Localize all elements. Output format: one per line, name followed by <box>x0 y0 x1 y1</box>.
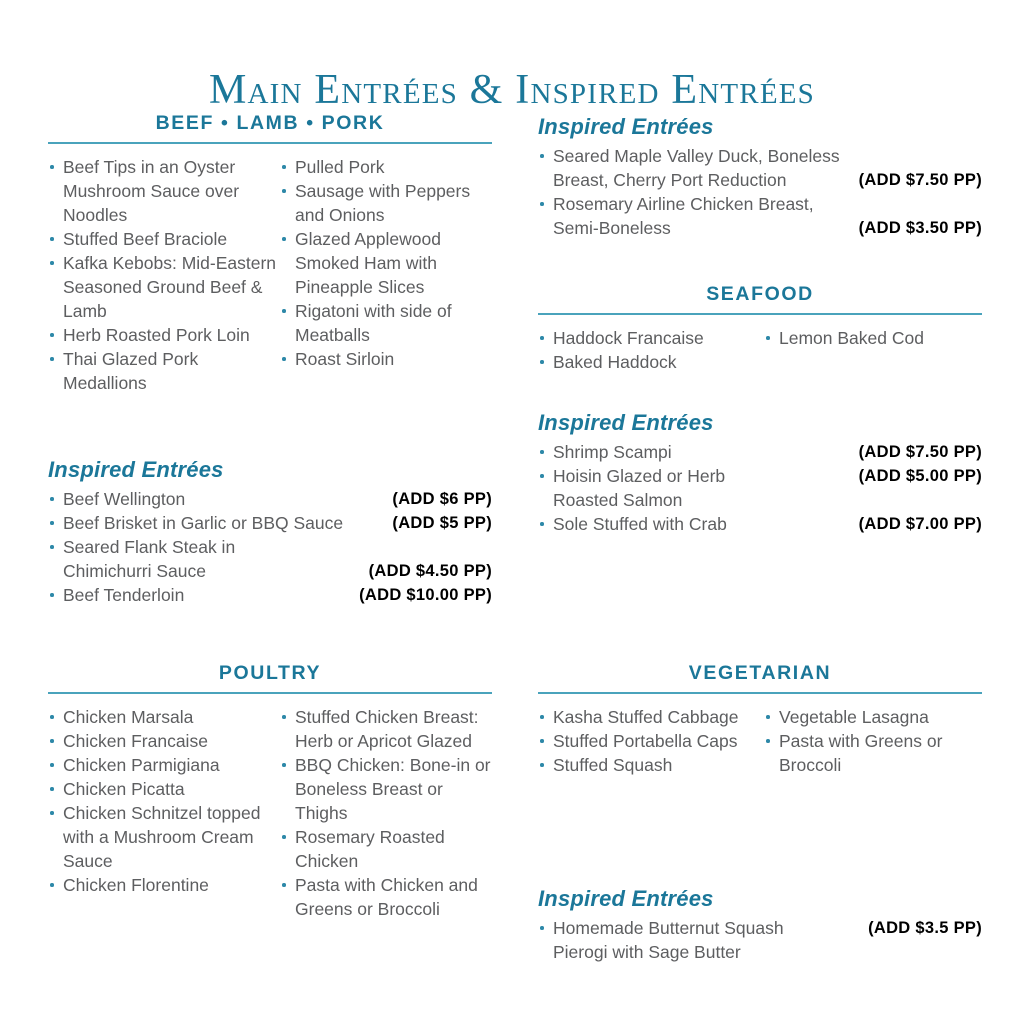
bullet-icon <box>50 497 54 501</box>
bullet-icon <box>50 545 54 549</box>
vegetarian-item-columns <box>538 705 982 777</box>
item-price: (ADD $4.50 PP) <box>368 562 492 580</box>
list-item <box>538 464 982 512</box>
section-divider <box>48 692 492 694</box>
item-label: Haddock Francaise <box>553 328 704 348</box>
bullet-icon <box>50 787 54 791</box>
inspired-entrees-heading: Inspired Entrées <box>48 457 224 482</box>
list-item <box>48 323 280 347</box>
inspired-entrees-heading: Inspired Entrées <box>538 114 714 139</box>
bullet-icon <box>766 739 770 743</box>
item-label: Seared Flank Steak in Chimichurri Sauce <box>63 537 236 581</box>
bullet-icon <box>50 739 54 743</box>
list-item <box>48 583 492 607</box>
vegetarian-inspired-entrees-block <box>538 886 982 964</box>
list-item <box>538 326 764 350</box>
list-item <box>280 825 492 873</box>
item-price: (ADD $5.00 PP) <box>858 467 982 485</box>
bullet-icon <box>540 926 544 930</box>
list-item <box>48 347 280 395</box>
beef-inspired-entrees-block <box>48 457 492 607</box>
bullet-icon <box>540 522 544 526</box>
list-item <box>538 705 764 729</box>
item-label: Seared Maple Valley Duck, Boneless Breast, Cherry Port Reduction <box>553 146 840 190</box>
bullet-icon <box>540 336 544 340</box>
bullet-icon <box>540 739 544 743</box>
section-divider <box>538 692 982 694</box>
bullet-icon <box>766 336 770 340</box>
seafood-inspired-list <box>538 440 982 536</box>
item-label: Chicken Schnitzel topped with a Mushroom Cream Sauce <box>63 803 261 871</box>
item-label: Lemon Baked Cod <box>779 328 924 348</box>
section-heading-seafood: SEAFOOD <box>706 283 814 305</box>
list-item <box>538 144 982 192</box>
list-item <box>48 729 280 753</box>
bullet-icon <box>282 715 286 719</box>
bullet-icon <box>50 521 54 525</box>
bullet-icon <box>282 309 286 313</box>
list-item <box>48 873 280 897</box>
item-label: BBQ Chicken: Bone-in or Boneless Breast or Thighs <box>295 755 491 823</box>
list-item <box>48 753 280 777</box>
item-label: Thai Glazed Pork Medallions <box>63 349 199 393</box>
poultry-item-columns <box>48 705 492 921</box>
bullet-icon <box>50 261 54 265</box>
bullet-icon <box>540 474 544 478</box>
bullet-icon <box>282 835 286 839</box>
list-item <box>280 347 492 371</box>
item-label: Chicken Picatta <box>63 779 185 799</box>
poultry-column-1-list <box>48 705 280 897</box>
list-item <box>538 440 982 464</box>
item-price: (ADD $5 PP) <box>392 514 492 532</box>
list-item <box>538 729 764 753</box>
section-divider <box>538 313 982 315</box>
item-label: Roast Sirloin <box>295 349 395 369</box>
item-label: Pasta with Chicken and Greens or Broccoli <box>295 875 478 919</box>
item-label: Stuffed Squash <box>553 755 673 775</box>
list-item <box>48 155 280 227</box>
bullet-icon <box>766 715 770 719</box>
vegetarian-column-2-list <box>764 705 982 777</box>
beef-lamb-pork-section <box>48 112 492 395</box>
list-item <box>280 155 492 179</box>
poultry-column-2-list <box>280 705 492 921</box>
item-label: Chicken Parmigiana <box>63 755 220 775</box>
list-item <box>764 705 982 729</box>
item-label: Chicken Marsala <box>63 707 194 727</box>
list-item <box>764 729 982 777</box>
bullet-icon <box>282 165 286 169</box>
list-item <box>48 777 280 801</box>
poultry-section <box>48 662 492 921</box>
item-price: (ADD $6 PP) <box>392 490 492 508</box>
list-item <box>48 801 280 873</box>
bullet-icon <box>540 763 544 767</box>
item-label: Chicken Francaise <box>63 731 208 751</box>
item-label: Rosemary Airline Chicken Breast, Semi-Boneless <box>553 194 814 238</box>
item-label: Stuffed Portabella Caps <box>553 731 738 751</box>
seafood-column-2-list <box>764 326 982 350</box>
bullet-icon <box>50 593 54 597</box>
list-item <box>48 535 492 583</box>
seafood-column-1-list <box>538 326 764 374</box>
bullet-icon <box>50 237 54 241</box>
bullet-icon <box>540 154 544 158</box>
seafood-inspired-entrees-block <box>538 410 982 536</box>
item-label: Shrimp Scampi <box>553 442 672 462</box>
item-label: Hoisin Glazed or Herb Roasted Salmon <box>553 466 726 510</box>
item-price: (ADD $10.00 PP) <box>359 586 492 604</box>
item-label: Rosemary Roasted Chicken <box>295 827 445 871</box>
bullet-icon <box>50 883 54 887</box>
bullet-icon <box>282 357 286 361</box>
section-heading-beef: BEEF • LAMB • PORK <box>155 112 385 134</box>
item-label: Glazed Applewood Smoked Ham with Pineapple Slices <box>295 229 441 297</box>
beef-column-2-list <box>280 155 492 371</box>
section-divider <box>48 142 492 144</box>
item-label: Pulled Pork <box>295 157 385 177</box>
list-item <box>48 511 492 535</box>
bullet-icon <box>282 237 286 241</box>
item-price: (ADD $7.00 PP) <box>858 515 982 533</box>
top-right-inspired-block <box>538 114 982 240</box>
list-item <box>280 705 492 753</box>
item-label: Kasha Stuffed Cabbage <box>553 707 739 727</box>
bullet-icon <box>50 357 54 361</box>
item-label: Beef Brisket in Garlic or BBQ Sauce <box>63 513 344 533</box>
section-heading-vegetarian: VEGETARIAN <box>688 662 832 684</box>
item-label: Pasta with Greens or Broccoli <box>779 731 943 775</box>
inspired-entrees-heading: Inspired Entrées <box>538 886 714 911</box>
list-item <box>538 192 982 240</box>
item-label: Vegetable Lasagna <box>779 707 929 727</box>
list-item <box>280 227 492 299</box>
item-price: (ADD $7.50 PP) <box>858 443 982 461</box>
bullet-icon <box>282 763 286 767</box>
list-item <box>280 179 492 227</box>
item-label: Stuffed Chicken Breast: Herb or Apricot Glazed <box>295 707 479 751</box>
item-label: Rigatoni with side of Meatballs <box>295 301 452 345</box>
seafood-item-columns <box>538 326 982 374</box>
bullet-icon <box>50 763 54 767</box>
page-title: Main Entrées & Inspired Entrées <box>208 67 816 114</box>
vegetarian-inspired-list <box>538 916 982 964</box>
bullet-icon <box>540 715 544 719</box>
item-label: Baked Haddock <box>553 352 677 372</box>
item-price: (ADD $3.50 PP) <box>858 219 982 237</box>
item-label: Sausage with Peppers and Onions <box>295 181 471 225</box>
list-item <box>48 251 280 323</box>
bullet-icon <box>50 333 54 337</box>
item-label: Beef Wellington <box>63 489 186 509</box>
bullet-icon <box>540 360 544 364</box>
item-label: Herb Roasted Pork Loin <box>63 325 250 345</box>
item-label: Chicken Florentine <box>63 875 209 895</box>
beef-item-columns <box>48 155 492 395</box>
bullet-icon <box>50 165 54 169</box>
bullet-icon <box>282 883 286 887</box>
list-item <box>538 350 764 374</box>
bullet-icon <box>540 450 544 454</box>
item-label: Kafka Kebobs: Mid-Eastern Seasoned Ground Beef & Lamb <box>63 253 277 321</box>
list-item <box>280 299 492 347</box>
list-item <box>280 873 492 921</box>
list-item <box>48 705 280 729</box>
list-item <box>538 753 764 777</box>
item-label: Homemade Butternut Squash Pierogi with Sage Butter <box>553 918 784 962</box>
item-label: Beef Tips in an Oyster Mushroom Sauce over Noodles <box>63 157 240 225</box>
section-heading-poultry: POULTRY <box>218 662 322 684</box>
list-item <box>538 512 982 536</box>
seafood-section <box>538 283 982 374</box>
top-right-inspired-list <box>538 144 982 240</box>
bullet-icon <box>50 811 54 815</box>
vegetarian-section <box>538 662 982 777</box>
beef-inspired-list <box>48 487 492 607</box>
item-label: Beef Tenderloin <box>63 585 185 605</box>
beef-column-1-list <box>48 155 280 395</box>
list-item <box>48 227 280 251</box>
item-price: (ADD $7.50 PP) <box>858 171 982 189</box>
bullet-icon <box>282 189 286 193</box>
vegetarian-column-1-list <box>538 705 764 777</box>
item-price: (ADD $3.5 PP) <box>868 919 982 937</box>
inspired-entrees-heading: Inspired Entrées <box>538 410 714 435</box>
list-item <box>764 326 982 350</box>
list-item <box>538 916 982 964</box>
list-item <box>280 753 492 825</box>
item-label: Stuffed Beef Braciole <box>63 229 228 249</box>
bullet-icon <box>540 202 544 206</box>
list-item <box>48 487 492 511</box>
bullet-icon <box>50 715 54 719</box>
item-label: Sole Stuffed with Crab <box>553 514 727 534</box>
